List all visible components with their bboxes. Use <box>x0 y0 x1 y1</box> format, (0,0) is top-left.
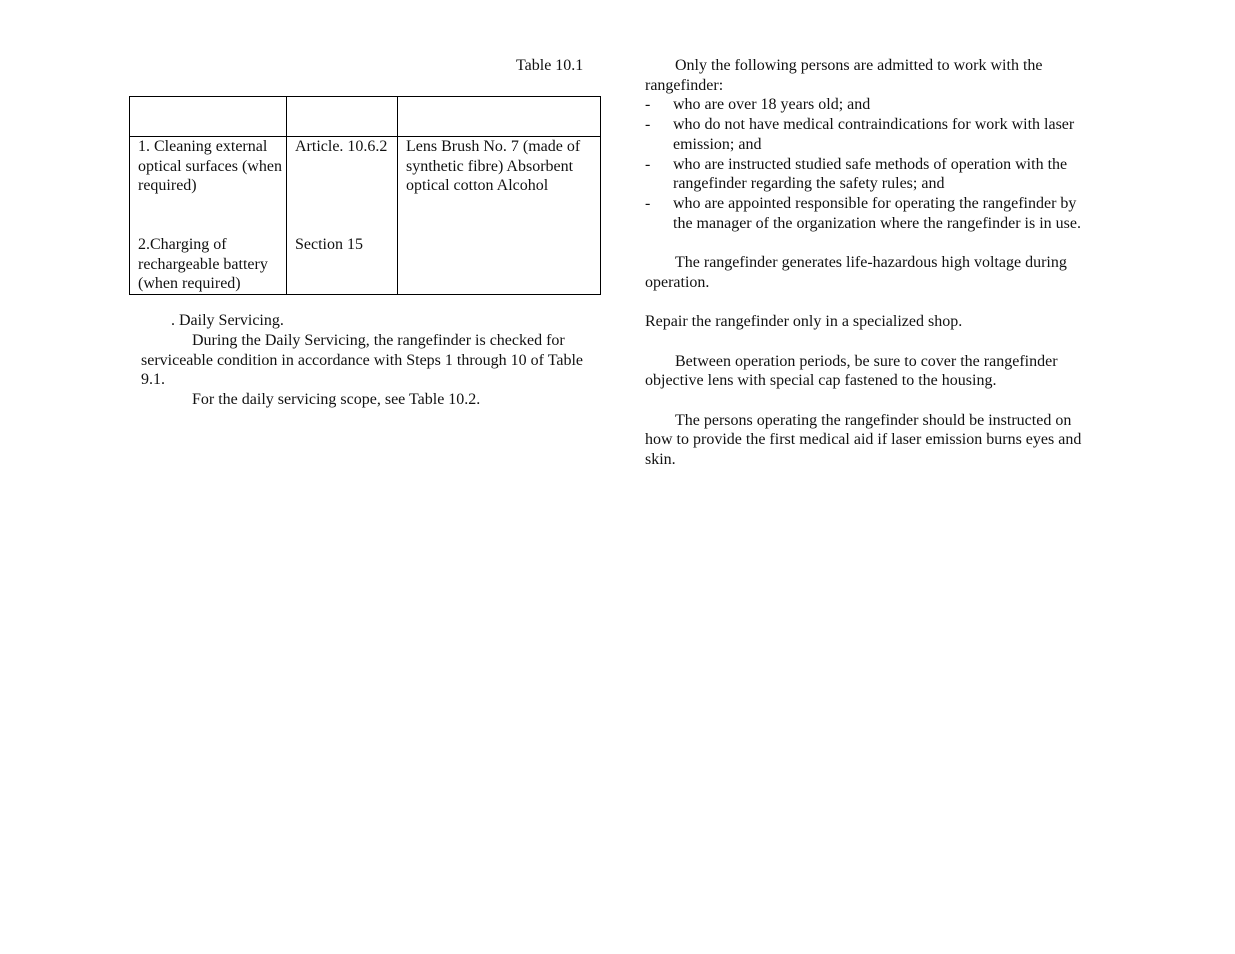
materials-list: Lens Brush No. 7 (made of synthetic fibre) Absorbent optical cotton Alcohol <box>406 138 581 195</box>
voltage-warning: The rangefinder generates life-hazardous high voltage during operation. <box>645 254 1067 291</box>
list-dash: - <box>645 194 651 212</box>
list-item <box>645 194 1090 233</box>
table-header-row <box>130 97 601 137</box>
admission-intro: Only the following persons are admitted to work with the rangefinder: <box>645 57 1043 94</box>
list-item-text: who are over 18 years old; and <box>673 96 871 114</box>
list-dash: - <box>645 96 651 114</box>
list-item-text: who do not have medical contraindications for work with laser emission; and <box>673 116 1075 153</box>
operation-cleaning: 1. Cleaning external optical surfaces (when required) <box>138 138 282 195</box>
first-aid-note: The persons operating the rangefinder should be instructed on how to provide the first medical aid if laser emission burns eyes and skin. <box>645 411 1082 468</box>
daily-servicing-heading: . Daily Servicing. <box>171 312 284 329</box>
admitted-persons-list <box>645 95 1090 233</box>
daily-servicing-paragraph: During the Daily Servicing, the rangefinder is checked for serviceable condition in accordance with Steps 1 through 10 of Table 9.1. <box>141 332 584 389</box>
operation-charging: 2.Charging of rechargeable battery (when required) <box>138 236 268 293</box>
list-item <box>645 155 1090 194</box>
repair-note: Repair the rangefinder only in a specialized shop. <box>645 313 963 331</box>
daily-servicing-scope-paragraph: For the daily servicing scope, see Table 10.2. <box>192 391 481 408</box>
reference-article: Article. 10.6.2 <box>295 138 388 155</box>
list-item <box>645 115 1090 154</box>
table-header-cell <box>287 97 398 137</box>
table-caption: Table 10.1 <box>516 57 584 74</box>
table-row <box>130 137 601 295</box>
table-cell-materials <box>398 137 601 295</box>
lens-cap-note: Between operation periods, be sure to cover the rangefinder objective lens with special cap fastened to the housing. <box>645 352 1058 390</box>
list-dash: - <box>645 116 651 134</box>
reference-section: Section 15 <box>295 236 363 253</box>
list-item-text: who are instructed studied safe methods of operation with the rangefinder regarding the safety rules; and <box>673 155 1068 193</box>
list-item <box>645 95 1090 115</box>
table-header-cell <box>398 97 601 137</box>
list-dash: - <box>645 155 651 173</box>
table-header-cell <box>130 97 287 137</box>
list-item-text: who are appointed responsible for operating the rangefinder by the manager of the organization where the rangefinder is in use. <box>673 194 1081 232</box>
safety-rules-column <box>645 56 1090 470</box>
table-cell-operation <box>130 137 287 295</box>
maintenance-table <box>129 96 601 295</box>
table-cell-reference <box>287 137 398 295</box>
